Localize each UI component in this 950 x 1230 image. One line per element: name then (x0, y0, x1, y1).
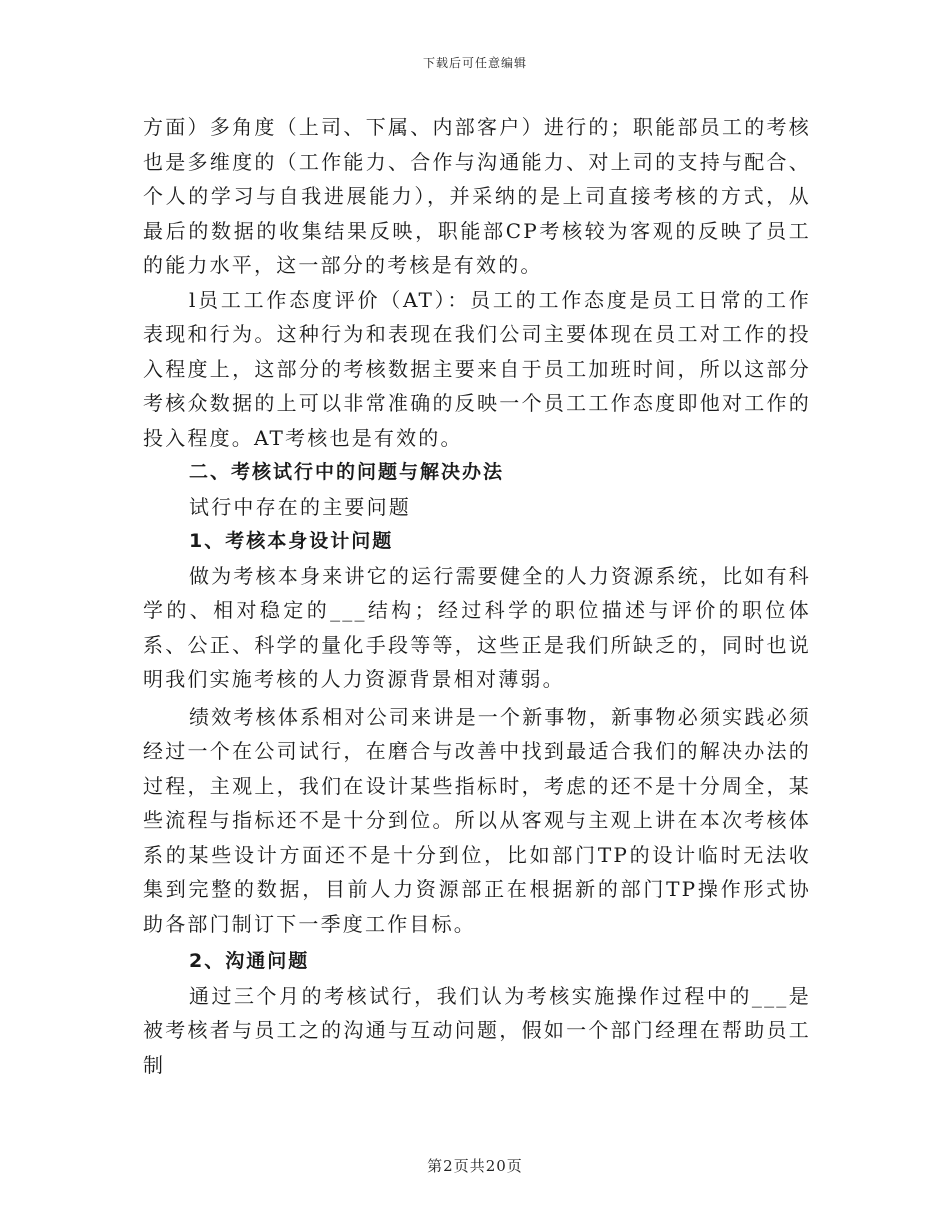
heading-communication-problem: 2、沟通问题 (189, 950, 310, 972)
paragraph-attitude-evaluation: l员工工作态度评价（AT）：员工的工作态度是员工日常的工作表现和行为。这种行为和表现在我们公司主要体现在员工对工作的投入程度上，这部分的考核数据主要来自于员工加班时间，所以这部分考核众数据的上可以非常准确的反映一个员工工作态度即他对工作的投入程度。AT考核也是有效的。 (143, 287, 811, 450)
heading-design-problem: 1、考核本身设计问题 (189, 530, 394, 552)
page-header: 下载后可任意编辑 (422, 56, 527, 70)
document-body (143, 110, 811, 1082)
page-footer: 第2页共20页 (427, 1157, 523, 1175)
section-heading-problems: 二、考核试行中的问题与解决办法 (189, 461, 505, 483)
paragraph-communication: 通过三个月的考核试行，我们认为考核实施操作过程中的___是被考核者与员工之的沟通与互动问题，假如一个部门经理在帮助员工制 (143, 983, 811, 1077)
paragraph-cp-assessment: 方面）多角度（上司、下属、内部客户）进行的；职能部员工的考核也是多维度的（工作能力、合作与沟通能力、对上司的支持与配合、个人的学习与自我进展能力），并采纳的是上司直接考核的方式，从最后的数据的收集结果反映，职能部CP考核较为客观的反映了员工的能力水平，这一部分的考核是有效的。 (143, 115, 811, 277)
paragraph-hr-system: 做为考核本身来讲它的运行需要健全的人力资源系统，比如有科学的、相对稳定的___结构；经过科学的职位描述与评价的职位体系、公正、科学的量化手段等等，这些正是我们所缺乏的，同时也说明我们实施考核的人力资源背景相对薄弱。 (143, 563, 811, 691)
subheading-main-problems: 试行中存在的主要问题 (189, 494, 411, 519)
paragraph-new-system: 绩效考核体系相对公司来讲是一个新事物，新事物必须实践必须经过一个在公司试行，在磨合与改善中找到最适合我们的解决办法的过程，主观上，我们在设计某些指标时，考虑的还不是十分周全，某些流程与指标还不是十分到位。所以从客观与主观上讲在本次考核体系的某些设计方面还不是十分到位，比如部门TP的设计临时无法收集到完整的数据，目前人力资源部正在根据新的部门TP操作形式协助各部门制订下一季度工作目标。 (143, 704, 811, 936)
